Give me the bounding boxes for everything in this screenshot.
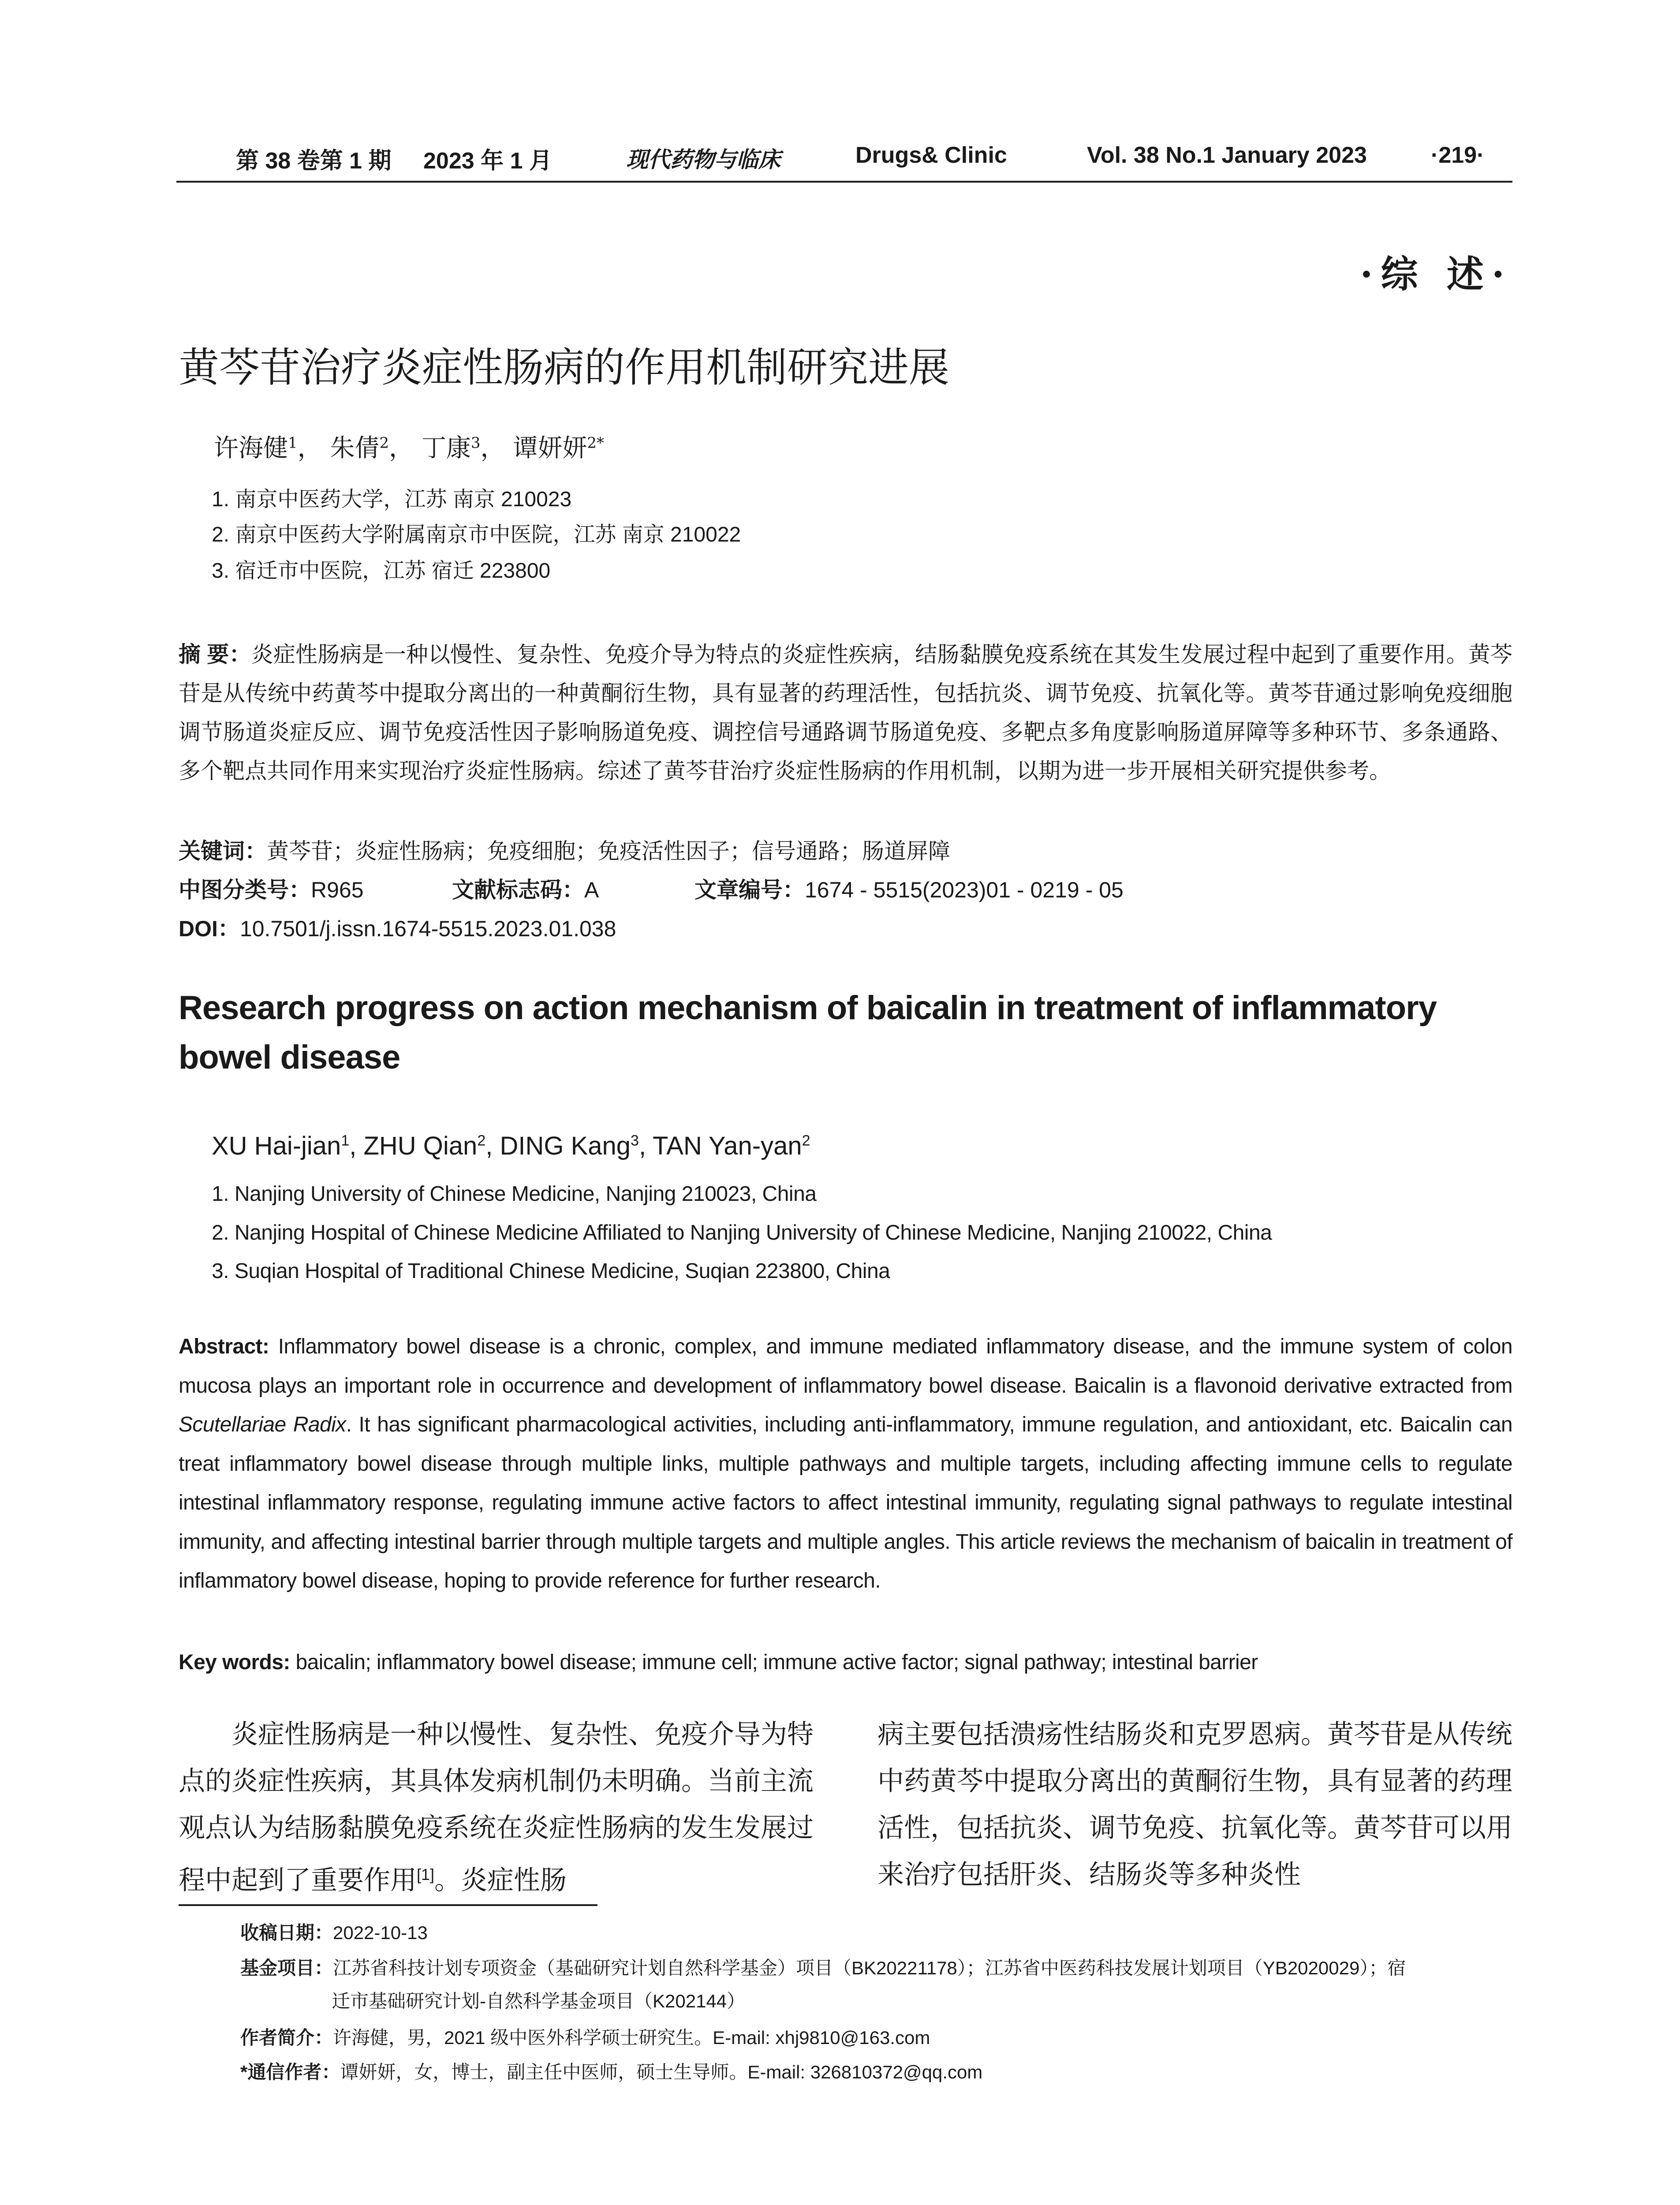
classification-line <box>179 872 1124 904</box>
article-title-cn: 黄芩苷治疗炎症性肠病的作用机制研究进展 <box>179 344 950 391</box>
author-name: 朱倩 <box>330 434 380 463</box>
author-affiliation-mark: 1 <box>288 434 298 452</box>
footnote-label: 作者简介： <box>240 2027 333 2048</box>
author-separator: , <box>638 1132 653 1160</box>
volume-issue-en: Vol. 38 No.1 January 2023 <box>1087 142 1367 168</box>
running-header <box>176 132 1512 183</box>
clc-label: 中图分类号： <box>179 878 311 902</box>
footnote-label: 收稿日期： <box>240 1922 333 1943</box>
author-name: 许海健 <box>214 434 288 463</box>
author-affiliation-mark: 2 <box>802 1132 810 1149</box>
footnote-author-bio <box>240 2023 930 2050</box>
footnote-divider <box>179 1904 597 1906</box>
abstract-text-en-part1: Inflammatory bowel disease is a chronic, complex, and immune mediated inflammatory disease, and the immune system of colon mucosa plays an important role in occurrence and development of inflammatory bowel disease. Baicalin is a flavonoid derivative extracted from <box>179 1335 1512 1398</box>
doc-code-label: 文献标志码： <box>452 878 584 902</box>
keywords-text-cn: 黄芩苷；炎症性肠病；免疫细胞；免疫活性因子；信号通路；肠道屏障 <box>267 839 950 863</box>
author-name-en: ZHU Qian <box>363 1132 478 1160</box>
clc-value: R965 <box>311 878 364 902</box>
footnote-label: *通信作者： <box>240 2062 340 2082</box>
footnote-value: 江苏省科技计划专项资金（基础研究计划自然科学基金）项目（BK20221178）；江苏省中医药科技发展计划项目（YB2020029）；宿 <box>333 1958 1406 1978</box>
author-separator: , <box>485 1132 500 1160</box>
author-name: 谭妍妍 <box>513 434 587 463</box>
affiliation-cn: 3. 宿迁市中医院，江苏 宿迁 223800 <box>212 559 551 583</box>
footnote-value: 谭妍妍，女，博士，副主任中医师，硕士生导师。E-mail: 326810372@qq.com <box>340 2062 983 2082</box>
keywords-label-cn: 关键词： <box>179 839 267 863</box>
doi-label: DOI： <box>179 916 240 941</box>
author-separator: ， <box>480 434 505 463</box>
author-affiliation-mark: 3 <box>470 434 481 452</box>
affiliation-en: 1. Nanjing University of Chinese Medicine, Nanjing 210023, China <box>212 1182 817 1206</box>
doc-code-value: A <box>584 878 599 902</box>
journal-name-en: Drugs& Clinic <box>855 142 1007 168</box>
author-name-en: DING Kang <box>500 1132 631 1160</box>
author-affiliation-mark: 1 <box>341 1132 350 1149</box>
abstract-en <box>179 1327 1512 1601</box>
author-name: 丁康 <box>421 434 471 463</box>
author-separator: ， <box>389 434 414 463</box>
author-affiliation-mark: 2 <box>379 434 389 452</box>
journal-name-cn: 现代药物与临床 <box>626 146 780 172</box>
page-number: ·219· <box>1431 142 1485 168</box>
footnote-fund-continued: 迁市基础研究计划-自然科学基金项目（K202144） <box>332 1991 746 2011</box>
author-affiliation-mark: 2* <box>587 434 604 452</box>
abstract-label-en: Abstract: <box>179 1335 269 1358</box>
footnote-label: 基金项目： <box>240 1958 333 1978</box>
keywords-en <box>179 1650 1258 1674</box>
abstract-cn <box>179 635 1512 790</box>
abstract-text-cn: 炎症性肠病是一种以慢性、复杂性、免疫介导为特点的炎症性疾病，结肠黏膜免疫系统在其发生发展过程中起到了重要作用。黄芩苷是从传统中药黄芩中提取分离出的一种黄酮衍生物，具有显著的药理活性，包括抗炎、调节免疫、抗氧化等。黄芩苷通过影响免疫细胞调节肠道炎症反应、调节免疫活性因子影响肠道免疫、调控信号通路调节肠道免疫、多靶点多角度影响肠道屏障等多种环节、多条通路、多个靶点共同作用来实现治疗炎症性肠病。综述了黄芩苷治疗炎症性肠病的作用机制，以期为进一步开展相关研究提供参考。 <box>179 642 1512 783</box>
citation-ref: [1] <box>417 1865 435 1884</box>
footnote-value: 2022-10-13 <box>333 1922 428 1943</box>
author-list-cn <box>214 429 604 464</box>
abstract-text-en-part2: . It has significant pharmacological activities, including anti-inflammatory, immune regulation, and antioxidant, etc. Baicalin can treat inflammatory bowel disease through multiple links, multiple pathways and multiple targets, including affecting immune cells to regulate intestinal inflammatory response, regulating immune active factors to affect intestinal immunity, regulating signal pathways to regulate intestinal immunity, and affecting intestinal barrier through multiple targets and multiple angles. This article reviews the mechanism of baicalin in treatment of inflammatory bowel disease, hoping to provide reference for further research. <box>179 1413 1512 1592</box>
body-column-right <box>877 1711 1512 1898</box>
footnote-value: 许海健，男，2021 级中医外科学硕士研究生。E-mail: xhj9810@163.com <box>333 2027 930 2048</box>
author-separator: ， <box>297 434 322 463</box>
section-label: ·综 述· <box>1360 252 1512 296</box>
footnote-fund <box>240 1954 1406 1980</box>
affiliation-cn: 2. 南京中医药大学附属南京市中医院，江苏 南京 210022 <box>212 523 741 546</box>
author-name-en: TAN Yan-yan <box>653 1132 802 1160</box>
abstract-label-cn: 摘 要： <box>179 642 251 667</box>
author-name-en: XU Hai-jian <box>212 1132 341 1160</box>
volume-issue-cn: 第 38 卷第 1 期 <box>236 148 392 174</box>
keywords-label-en: Key words: <box>179 1651 290 1674</box>
doi-line <box>179 911 616 943</box>
affiliation-en: 2. Nanjing Hospital of Chinese Medicine Affiliated to Nanjing University of Chinese Medicine, Nanjing 210022, China <box>212 1221 1272 1245</box>
author-affiliation-mark: 3 <box>631 1132 639 1149</box>
date-cn: 2023 年 1 月 <box>423 148 552 174</box>
author-affiliation-mark: 2 <box>477 1132 486 1149</box>
article-number-value: 1674 - 5515(2023)01 - 0219 - 05 <box>805 878 1124 902</box>
keywords-cn <box>179 833 950 865</box>
keywords-text-en: baicalin; inflammatory bowel disease; immune cell; immune active factor; signal pathway; intestinal barrier <box>290 1651 1258 1674</box>
body-text: 。炎症性肠 <box>434 1865 567 1896</box>
affiliation-cn: 1. 南京中医药大学，江苏 南京 210023 <box>212 488 572 511</box>
article-title-en: Research progress on action mechanism of baicalin in treatment of inflammatory bowel disease <box>179 989 1437 1076</box>
body-column-left <box>179 1711 814 1904</box>
footnote-received <box>240 1918 428 1945</box>
affiliation-en: 3. Suqian Hospital of Traditional Chinese Medicine, Suqian 223800, China <box>212 1259 890 1283</box>
article-number-label: 文章编号： <box>694 878 805 902</box>
author-list-en <box>212 1131 810 1161</box>
body-text: 炎症性肠病是一种以慢性、复杂性、免疫介导为特点的炎症性疾病，其具体发病机制仍未明确。当前主流观点认为结肠黏膜免疫系统在炎症性肠病的发生发展过程中起到了重要作用 <box>179 1719 814 1896</box>
author-separator: , <box>349 1132 364 1160</box>
doi-value: 10.7501/j.issn.1674-5515.2023.01.038 <box>239 916 616 941</box>
abstract-italic-term: Scutellariae Radix <box>179 1413 346 1436</box>
body-text: 病主要包括溃疡性结肠炎和克罗恩病。黄芩苷是从传统中药黄芩中提取分离出的黄酮衍生物，具有显著的药理活性，包括抗炎、调节免疫、抗氧化等。黄芩苷可以用来治疗包括肝炎、结肠炎等多种炎性 <box>877 1719 1512 1890</box>
footnote-corresponding-author <box>240 2058 982 2084</box>
